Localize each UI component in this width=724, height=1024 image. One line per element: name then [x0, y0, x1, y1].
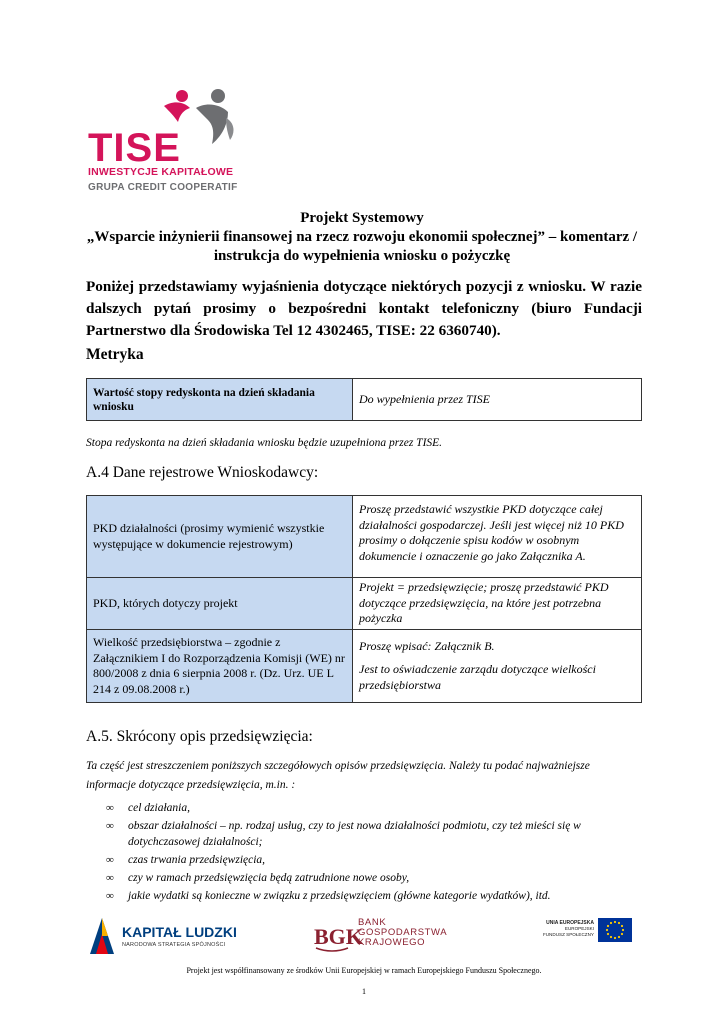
a5-bullet-list [106, 800, 626, 906]
list-item: ∞ czy w ramach przedsięwzięcia będą zatrudnione nowe osoby, [106, 872, 410, 884]
page-number: 1 [362, 987, 366, 996]
value-line-2: Jest to oświadczenie zarządu dotyczące wielkości przedsiębiorstwa [359, 662, 596, 692]
infinity-bullet-icon: ∞ [106, 890, 114, 902]
kapital-ludzki-subtitle: NARODOWA STRATEGIA SPÓJNOŚCI [122, 942, 226, 948]
metryka-note: Stopa redyskonta na dzień składania wniosku będzie uzupełniona przez TISE. [86, 437, 443, 449]
kapital-ludzki-icon [86, 914, 118, 958]
value-line-1: Proszę wpisać: Załącznik B. [359, 638, 495, 653]
bgk-monogram-icon [312, 916, 363, 956]
logo-group: GRUPA CREDIT COOPERATIF [88, 182, 238, 193]
list-item: ∞ czas trwania przedsięwzięcia, [106, 854, 266, 866]
intro-paragraph: Poniżej przedstawiamy wyjaśnienia dotyczące niektórych pozycji z wniosku. W razie dalszych pytań prosimy o bezpośredni kontakt telefoniczny (biuro Fundacji Partnerstwo dla Środowiska Tel 12 4302465, TISE: 22 6360740). [86, 278, 642, 339]
eu-logo [524, 918, 632, 958]
list-item: ∞ jakie wydatki są konieczne w związku z przedsięwzięciem (główne kategorie wydatków), itd. [106, 890, 551, 902]
table-cell-label: Wartość stopy redyskonta na dzień składania wniosku [87, 379, 353, 421]
logo-wordmark: TISE [88, 126, 181, 170]
a5-note: Ta część jest streszczeniem poniższych szczegółowych opisów przedsięwzięcia. Należy tu podać najważniejsze informacje dotyczące przedsięwzięcia, m.in. : [86, 760, 590, 791]
table-row [87, 578, 642, 630]
infinity-bullet-icon: ∞ [106, 802, 114, 814]
footer-note: Projekt jest współfinansowany ze środków Unii Europejskiej w ramach Europejskiego Funduszu Społecznego. [186, 966, 542, 975]
eu-flag-icon [598, 918, 632, 942]
title-line-2: „Wsparcie inżynierii finansowej na rzecz rozwoju ekonomii społecznej” – komentarz / [86, 229, 638, 245]
title-line-1: Projekt Systemowy [300, 210, 424, 226]
kapital-ludzki-title: KAPITAŁ LUDZKI [122, 924, 237, 940]
list-item: ∞ cel działania, [106, 802, 190, 814]
logo-tagline: INWESTYCJE KAPITAŁOWE [88, 166, 234, 178]
table-cell-label: Wielkość przedsiębiorstwa – zgodnie z Załącznikiem I do Rozporządzenia Komisji (WE) nr 800/2008 z dnia 6 sierpnia 2008 r. (Dz. Urz. UE L 214 z 09.08.2008 r.) [87, 630, 353, 703]
footer-logos [86, 908, 646, 964]
infinity-bullet-icon: ∞ [106, 854, 114, 866]
table-cell-value: Do wypełnienia przez TISE [353, 379, 642, 421]
section-heading-metryka: Metryka [86, 346, 144, 363]
table-cell-label: PKD działalności (prosimy wymienić wszystkie występujące w dokumencie rejestrowym) [87, 496, 353, 578]
table-row [87, 630, 642, 703]
tise-logo [88, 88, 248, 198]
svg-text:BGK: BGK [314, 924, 363, 949]
table-row [87, 496, 642, 578]
bgk-name: BANK GOSPODARSTWA KRAJOWEGO [358, 917, 448, 948]
a4-table [86, 495, 642, 703]
list-item: ∞ obszar działalności – np. rodzaj usług, czy to jest nowa działalności podmiotu, czy też mieści się w dotychczasowej działalności; [106, 820, 581, 848]
section-heading-a4: A.4 Dane rejestrowe Wnioskodawcy: [86, 464, 319, 481]
infinity-bullet-icon: ∞ [106, 872, 114, 884]
table-cell-label: PKD, których dotyczy projekt [87, 578, 353, 630]
metryka-table [86, 378, 642, 421]
title-line-3: instrukcja do wypełnienia wniosku o pożyczkę [213, 248, 511, 264]
section-heading-a5: A.5. Skrócony opis przedsięwzięcia: [86, 728, 313, 745]
table-cell-value [353, 630, 642, 703]
table-row [87, 379, 642, 421]
bgk-logo [312, 912, 472, 960]
eu-text: UNIA EUROPEJSKA EUROPEJSKI FUNDUSZ SPOŁECZNY [542, 920, 594, 937]
infinity-bullet-icon: ∞ [106, 820, 114, 832]
table-cell-value: Proszę przedstawić wszystkie PKD dotyczące całej działalności gospodarczej. Jeśli jest więcej niż 10 PKD prosimy o dołączenie spisu kodów w osobnym dokumencie i oznaczenie go jako Załącznika A. [353, 496, 642, 578]
table-cell-value: Projekt = przedsięwzięcie; proszę przedstawić PKD dotyczące przedsięwzięcia, na które jest potrzebna pożyczka [353, 578, 642, 630]
document-title [80, 209, 644, 266]
kapital-ludzki-logo [86, 912, 306, 960]
